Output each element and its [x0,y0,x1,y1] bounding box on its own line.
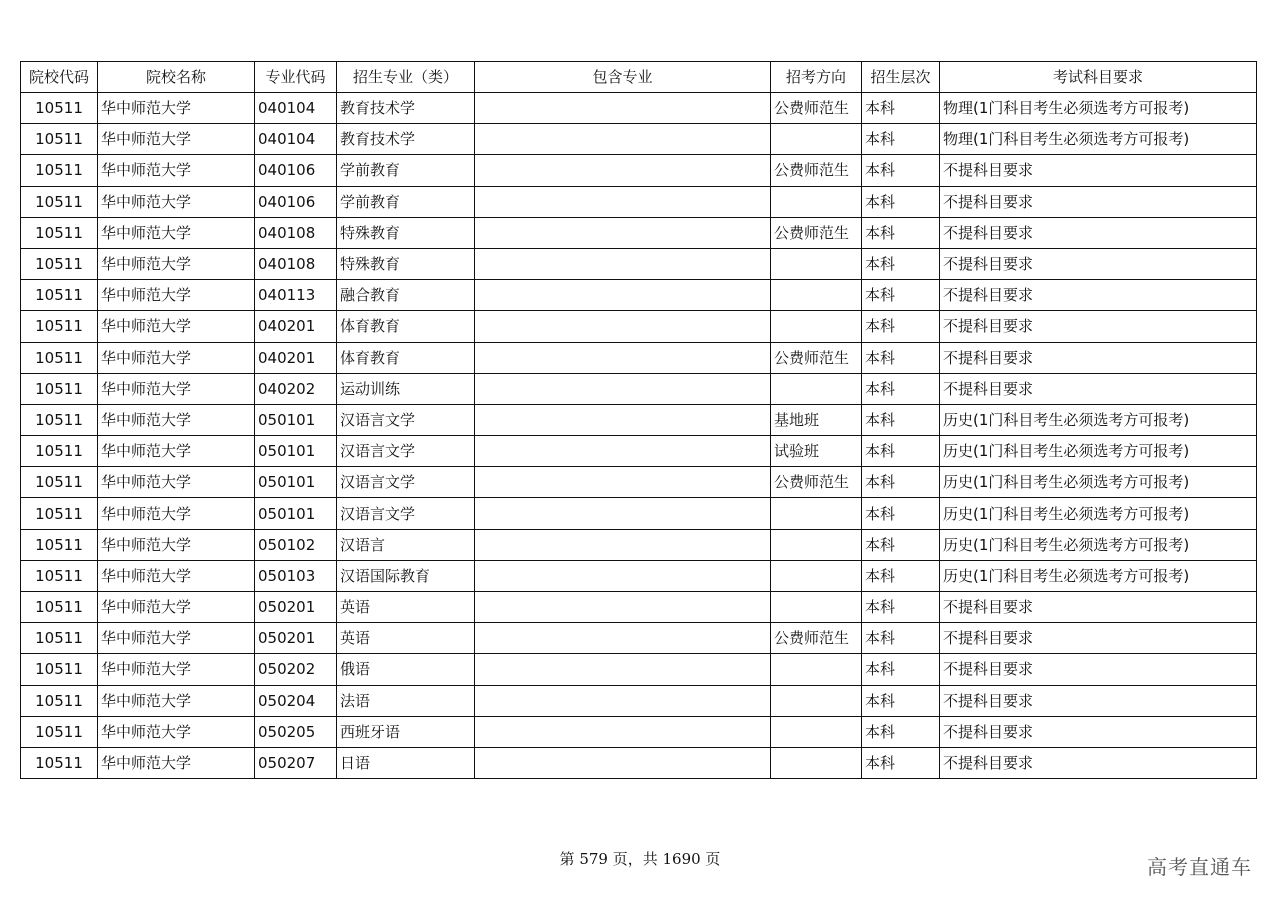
cell-school-name: 华中师范大学 [98,560,255,591]
cell-major-code: 050201 [255,592,337,623]
cell-major: 特殊教育 [337,248,475,279]
table-row [21,716,1257,747]
cell-school-code: 10511 [21,467,98,498]
cell-included-majors [475,124,771,155]
cell-subject-requirement: 历史(1门科目考生必须选考方可报考) [940,560,1257,591]
header-direction: 招考方向 [771,62,862,93]
header-major-code: 专业代码 [255,62,337,93]
cell-school-name: 华中师范大学 [98,248,255,279]
cell-school-name: 华中师范大学 [98,311,255,342]
cell-school-code: 10511 [21,529,98,560]
cell-school-code: 10511 [21,623,98,654]
cell-major-code: 040106 [255,155,337,186]
table-row [21,623,1257,654]
cell-subject-requirement: 不提科目要求 [940,685,1257,716]
cell-direction: 公费师范生 [771,217,862,248]
cell-major-code: 040106 [255,186,337,217]
cell-subject-requirement: 历史(1门科目考生必须选考方可报考) [940,467,1257,498]
cell-major-code: 040202 [255,373,337,404]
table-row [21,467,1257,498]
table-body [21,93,1257,779]
cell-direction [771,716,862,747]
cell-school-name: 华中师范大学 [98,155,255,186]
cell-school-code: 10511 [21,404,98,435]
cell-level: 本科 [862,155,940,186]
table-row [21,342,1257,373]
cell-direction: 公费师范生 [771,93,862,124]
cell-level: 本科 [862,124,940,155]
cell-school-code: 10511 [21,436,98,467]
cell-major-code: 050101 [255,436,337,467]
cell-direction: 基地班 [771,404,862,435]
cell-school-name: 华中师范大学 [98,623,255,654]
cell-subject-requirement: 不提科目要求 [940,217,1257,248]
cell-major: 日语 [337,747,475,778]
cell-school-code: 10511 [21,155,98,186]
cell-included-majors [475,311,771,342]
cell-subject-requirement: 不提科目要求 [940,342,1257,373]
cell-subject-requirement: 不提科目要求 [940,248,1257,279]
cell-level: 本科 [862,404,940,435]
cell-major: 体育教育 [337,342,475,373]
cell-major-code: 040108 [255,248,337,279]
cell-direction [771,560,862,591]
cell-school-code: 10511 [21,716,98,747]
cell-major-code: 050205 [255,716,337,747]
cell-included-majors [475,498,771,529]
table-row [21,248,1257,279]
table-row [21,217,1257,248]
cell-level: 本科 [862,716,940,747]
header-subject-requirement: 考试科目要求 [940,62,1257,93]
cell-major: 学前教育 [337,155,475,186]
cell-included-majors [475,155,771,186]
cell-direction [771,747,862,778]
cell-school-code: 10511 [21,747,98,778]
cell-direction [771,186,862,217]
cell-level: 本科 [862,467,940,498]
cell-subject-requirement: 不提科目要求 [940,155,1257,186]
table-row [21,155,1257,186]
table-row [21,373,1257,404]
table-row [21,560,1257,591]
cell-level: 本科 [862,373,940,404]
cell-school-code: 10511 [21,342,98,373]
cell-major: 融合教育 [337,280,475,311]
cell-school-code: 10511 [21,373,98,404]
cell-direction [771,685,862,716]
cell-subject-requirement: 不提科目要求 [940,311,1257,342]
cell-school-code: 10511 [21,560,98,591]
cell-level: 本科 [862,311,940,342]
cell-school-code: 10511 [21,124,98,155]
cell-major-code: 050207 [255,747,337,778]
cell-subject-requirement: 不提科目要求 [940,280,1257,311]
cell-major: 教育技术学 [337,124,475,155]
cell-level: 本科 [862,186,940,217]
cell-direction: 试验班 [771,436,862,467]
table-row [21,498,1257,529]
cell-major: 西班牙语 [337,716,475,747]
table-row [21,529,1257,560]
header-school-code: 院校代码 [21,62,98,93]
cell-major-code: 040201 [255,311,337,342]
cell-subject-requirement: 不提科目要求 [940,186,1257,217]
cell-subject-requirement: 历史(1门科目考生必须选考方可报考) [940,404,1257,435]
cell-major: 特殊教育 [337,217,475,248]
cell-included-majors [475,217,771,248]
cell-school-name: 华中师范大学 [98,404,255,435]
cell-major: 法语 [337,685,475,716]
table-row [21,124,1257,155]
cell-included-majors [475,280,771,311]
cell-included-majors [475,404,771,435]
cell-school-name: 华中师范大学 [98,685,255,716]
cell-included-majors [475,248,771,279]
cell-subject-requirement: 不提科目要求 [940,592,1257,623]
cell-major-code: 050103 [255,560,337,591]
cell-school-code: 10511 [21,592,98,623]
cell-school-code: 10511 [21,685,98,716]
cell-subject-requirement: 不提科目要求 [940,716,1257,747]
cell-major: 汉语言文学 [337,404,475,435]
cell-major-code: 050202 [255,654,337,685]
cell-major-code: 050204 [255,685,337,716]
cell-direction [771,248,862,279]
cell-major: 运动训练 [337,373,475,404]
cell-included-majors [475,436,771,467]
cell-subject-requirement: 不提科目要求 [940,373,1257,404]
table-row [21,747,1257,778]
table-row [21,311,1257,342]
table-header-row [21,62,1257,93]
cell-major-code: 050101 [255,404,337,435]
cell-major: 俄语 [337,654,475,685]
cell-level: 本科 [862,529,940,560]
cell-school-name: 华中师范大学 [98,436,255,467]
cell-school-name: 华中师范大学 [98,467,255,498]
cell-major: 体育教育 [337,311,475,342]
table-row [21,186,1257,217]
cell-school-name: 华中师范大学 [98,186,255,217]
cell-school-code: 10511 [21,654,98,685]
cell-major-code: 040104 [255,93,337,124]
cell-included-majors [475,186,771,217]
cell-included-majors [475,529,771,560]
admissions-table [20,61,1257,779]
cell-major: 汉语言 [337,529,475,560]
cell-school-code: 10511 [21,217,98,248]
header-school-name: 院校名称 [98,62,255,93]
cell-level: 本科 [862,685,940,716]
cell-direction [771,529,862,560]
cell-level: 本科 [862,592,940,623]
cell-direction [771,373,862,404]
cell-included-majors [475,93,771,124]
cell-level: 本科 [862,93,940,124]
cell-direction: 公费师范生 [771,155,862,186]
cell-subject-requirement: 历史(1门科目考生必须选考方可报考) [940,529,1257,560]
cell-direction [771,311,862,342]
cell-included-majors [475,467,771,498]
cell-level: 本科 [862,498,940,529]
cell-school-name: 华中师范大学 [98,747,255,778]
cell-level: 本科 [862,436,940,467]
cell-included-majors [475,373,771,404]
cell-school-name: 华中师范大学 [98,716,255,747]
header-level: 招生层次 [862,62,940,93]
cell-included-majors [475,560,771,591]
cell-direction [771,280,862,311]
cell-subject-requirement: 不提科目要求 [940,654,1257,685]
cell-level: 本科 [862,280,940,311]
cell-included-majors [475,685,771,716]
cell-major-code: 050101 [255,467,337,498]
cell-included-majors [475,747,771,778]
cell-school-name: 华中师范大学 [98,498,255,529]
cell-major-code: 040108 [255,217,337,248]
cell-school-code: 10511 [21,311,98,342]
table-row [21,436,1257,467]
cell-major: 汉语言文学 [337,467,475,498]
table-row [21,93,1257,124]
page-number: 第 579 页，共 1690 页 [559,850,721,868]
cell-major-code: 040104 [255,124,337,155]
cell-major: 英语 [337,623,475,654]
cell-school-code: 10511 [21,248,98,279]
cell-major: 英语 [337,592,475,623]
cell-subject-requirement: 物理(1门科目考生必须选考方可报考) [940,124,1257,155]
cell-level: 本科 [862,654,940,685]
cell-school-code: 10511 [21,280,98,311]
cell-school-name: 华中师范大学 [98,280,255,311]
cell-major-code: 040113 [255,280,337,311]
cell-subject-requirement: 不提科目要求 [940,747,1257,778]
header-included-majors: 包含专业 [475,62,771,93]
header-major: 招生专业（类） [337,62,475,93]
cell-major-code: 050101 [255,498,337,529]
cell-included-majors [475,592,771,623]
cell-school-code: 10511 [21,93,98,124]
cell-included-majors [475,623,771,654]
cell-direction [771,592,862,623]
cell-included-majors [475,342,771,373]
table-row [21,280,1257,311]
cell-major-code: 050201 [255,623,337,654]
table-row [21,592,1257,623]
cell-level: 本科 [862,560,940,591]
cell-major-code: 040201 [255,342,337,373]
cell-school-name: 华中师范大学 [98,93,255,124]
cell-subject-requirement: 历史(1门科目考生必须选考方可报考) [940,498,1257,529]
cell-school-name: 华中师范大学 [98,342,255,373]
cell-direction: 公费师范生 [771,467,862,498]
cell-included-majors [475,654,771,685]
cell-direction: 公费师范生 [771,342,862,373]
cell-major-code: 050102 [255,529,337,560]
cell-school-code: 10511 [21,498,98,529]
cell-level: 本科 [862,342,940,373]
cell-subject-requirement: 不提科目要求 [940,623,1257,654]
cell-subject-requirement: 物理(1门科目考生必须选考方可报考) [940,93,1257,124]
cell-school-name: 华中师范大学 [98,217,255,248]
table-row [21,654,1257,685]
cell-direction: 公费师范生 [771,623,862,654]
cell-school-name: 华中师范大学 [98,592,255,623]
cell-major: 汉语国际教育 [337,560,475,591]
cell-direction [771,498,862,529]
cell-school-name: 华中师范大学 [98,373,255,404]
cell-level: 本科 [862,248,940,279]
cell-level: 本科 [862,747,940,778]
cell-school-name: 华中师范大学 [98,529,255,560]
table-row [21,404,1257,435]
cell-major: 学前教育 [337,186,475,217]
cell-level: 本科 [862,623,940,654]
cell-school-code: 10511 [21,186,98,217]
cell-major: 汉语言文学 [337,498,475,529]
cell-major: 汉语言文学 [337,436,475,467]
cell-included-majors [475,716,771,747]
cell-school-name: 华中师范大学 [98,124,255,155]
cell-level: 本科 [862,217,940,248]
table-row [21,685,1257,716]
cell-direction [771,654,862,685]
cell-school-name: 华中师范大学 [98,654,255,685]
cell-direction [771,124,862,155]
cell-subject-requirement: 历史(1门科目考生必须选考方可报考) [940,436,1257,467]
cell-major: 教育技术学 [337,93,475,124]
watermark-logo: 高考直通车 [1147,855,1252,879]
